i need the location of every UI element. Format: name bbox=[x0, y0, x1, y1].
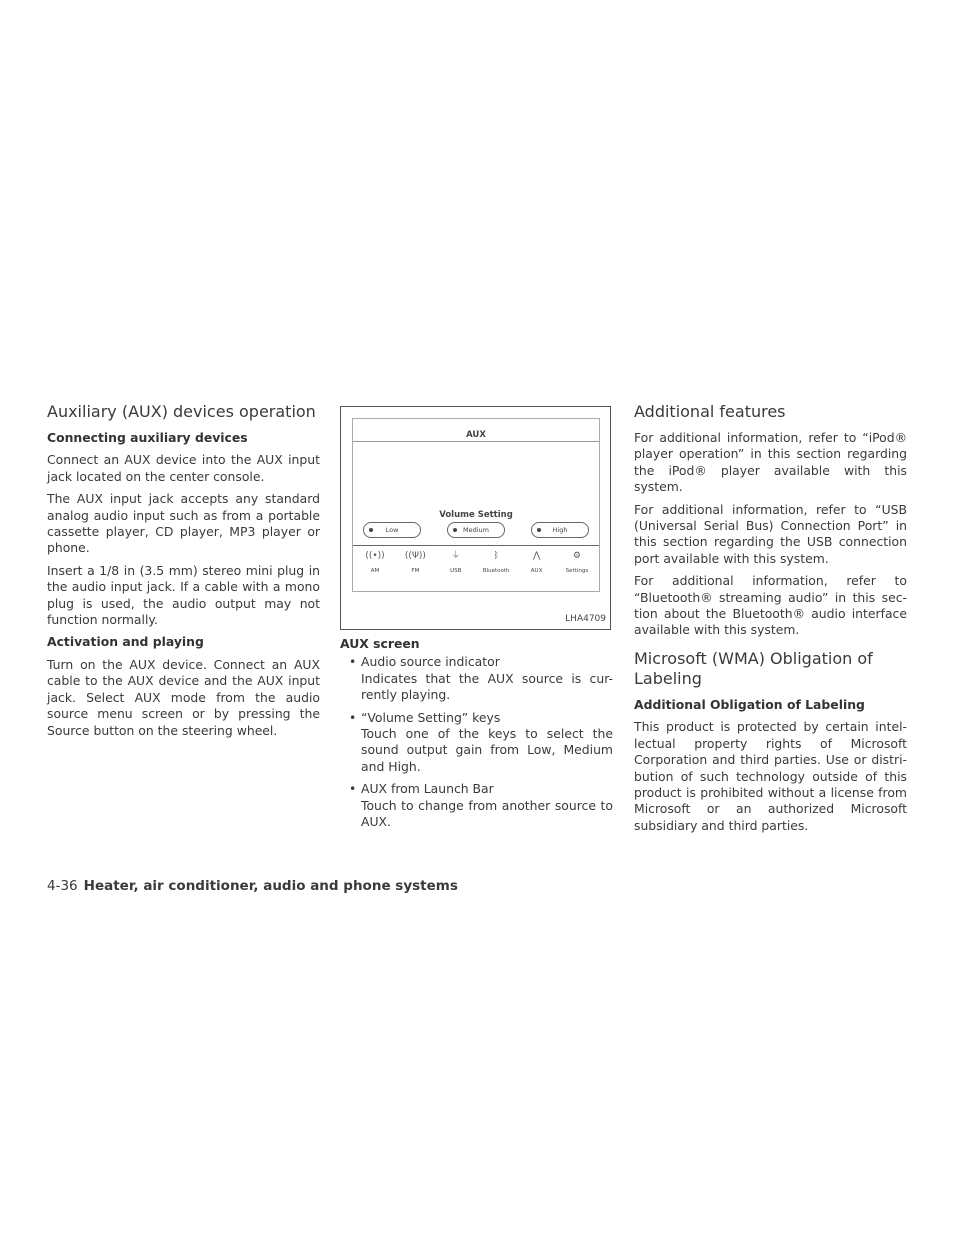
volume-keys bbox=[363, 522, 589, 538]
column-2 bbox=[340, 402, 613, 836]
launch-bar bbox=[357, 550, 595, 579]
subheading-obligation: Additional Obligation of Labeling bbox=[634, 696, 865, 712]
dot-icon bbox=[537, 528, 541, 532]
paragraph: Insert a 1/8 in (3.5 mm) stereo mini plug in the audio input jack. If a cable with a mono plug is used, the audio output may not function normally. bbox=[47, 562, 320, 628]
section-heading-aux: Auxiliary (AUX) devices operation bbox=[47, 402, 316, 421]
launch-item-aux: ⋀ AUX bbox=[519, 550, 555, 579]
list-item: • “Volume Setting” keys Touch one of the keys to select the sound output gain from Low, Medium and High. bbox=[349, 709, 613, 774]
paragraph: This product is protected by certain intel-lectual property rights of Microsoft Corporation and third parties. Use or distri-bution of such technology outside of this product is prohibited without a license from Microsoft or an authorized Microsoft subsidiary and third parties. bbox=[634, 719, 907, 833]
volume-key-low: Low bbox=[363, 522, 421, 538]
paragraph: For additional information, refer to “iPod® player operation” in this section regarding the iPod® player available with this system. bbox=[634, 430, 907, 495]
launch-item-am: ((•)) AM bbox=[357, 550, 393, 579]
paragraph: The AUX input jack accepts any standard analog audio input such as from a portable cassette player, CD player, MP3 player or phone. bbox=[47, 491, 320, 556]
section-heading-microsoft: Microsoft (WMA) Obligation of Labeling bbox=[634, 648, 873, 688]
aux-screen-figure bbox=[340, 406, 611, 630]
am-radio-icon: ((•)) bbox=[365, 551, 385, 561]
page-footer bbox=[47, 878, 458, 894]
dot-icon bbox=[453, 528, 457, 532]
paragraph: For additional information, refer to “USB (Universal Serial Bus) Connection Port” in this section regarding the USB connection port available with this system. bbox=[634, 501, 907, 566]
gear-icon: ⚙ bbox=[572, 551, 581, 561]
section-heading-additional-features: Additional features bbox=[634, 402, 786, 421]
page-number: 4-36 bbox=[47, 878, 78, 894]
bullet-list bbox=[340, 654, 613, 830]
volume-key-medium: Medium bbox=[447, 522, 505, 538]
column-3 bbox=[634, 402, 907, 840]
launch-item-settings: ⚙ Settings bbox=[559, 550, 595, 579]
bullet-icon: • bbox=[349, 709, 357, 725]
usb-icon: ⏚ bbox=[451, 551, 461, 561]
list-item: • AUX from Launch Bar Touch to change from another source to AUX. bbox=[349, 781, 613, 830]
figure-code: LHA4709 bbox=[565, 613, 606, 624]
volume-key-high: High bbox=[531, 522, 589, 538]
launch-item-usb: ⏚ USB bbox=[438, 550, 474, 579]
bullet-icon: • bbox=[349, 781, 357, 797]
figure-caption: AUX screen bbox=[340, 636, 420, 651]
aux-icon: ⋀ bbox=[532, 551, 541, 561]
divider bbox=[353, 441, 599, 442]
bluetooth-icon: ᛒ bbox=[493, 551, 499, 561]
paragraph: Connect an AUX device into the AUX input jack located on the center console. bbox=[47, 452, 320, 484]
launch-item-fm: ((Ψ)) FM bbox=[397, 550, 433, 579]
launch-item-bluetooth: ᛒ Bluetooth bbox=[478, 550, 514, 579]
paragraph: For additional information, refer to “Bluetooth® streaming audio” in this sec-tion about the Bluetooth® audio interface available with this system. bbox=[634, 573, 907, 638]
aux-screen-display bbox=[352, 418, 600, 592]
list-item: • Audio source indicator Indicates that the AUX source is cur-rently playing. bbox=[349, 654, 613, 703]
dot-icon bbox=[369, 528, 373, 532]
screen-title: AUX bbox=[466, 430, 486, 440]
chapter-title: Heater, air conditioner, audio and phone systems bbox=[83, 878, 458, 894]
subheading-connecting: Connecting auxiliary devices bbox=[47, 430, 248, 445]
divider bbox=[353, 545, 599, 546]
bullet-icon: • bbox=[349, 654, 357, 670]
paragraph: Turn on the AUX device. Connect an AUX cable to the AUX device and the AUX input jack. Select AUX mode from the audio source menu screen or by pressing the Source button on the steering wheel. bbox=[47, 656, 320, 738]
column-1 bbox=[47, 402, 320, 745]
fm-radio-icon: ((Ψ)) bbox=[404, 551, 426, 561]
volume-setting-title: Volume Setting bbox=[439, 510, 513, 520]
subheading-activation: Activation and playing bbox=[47, 634, 204, 650]
